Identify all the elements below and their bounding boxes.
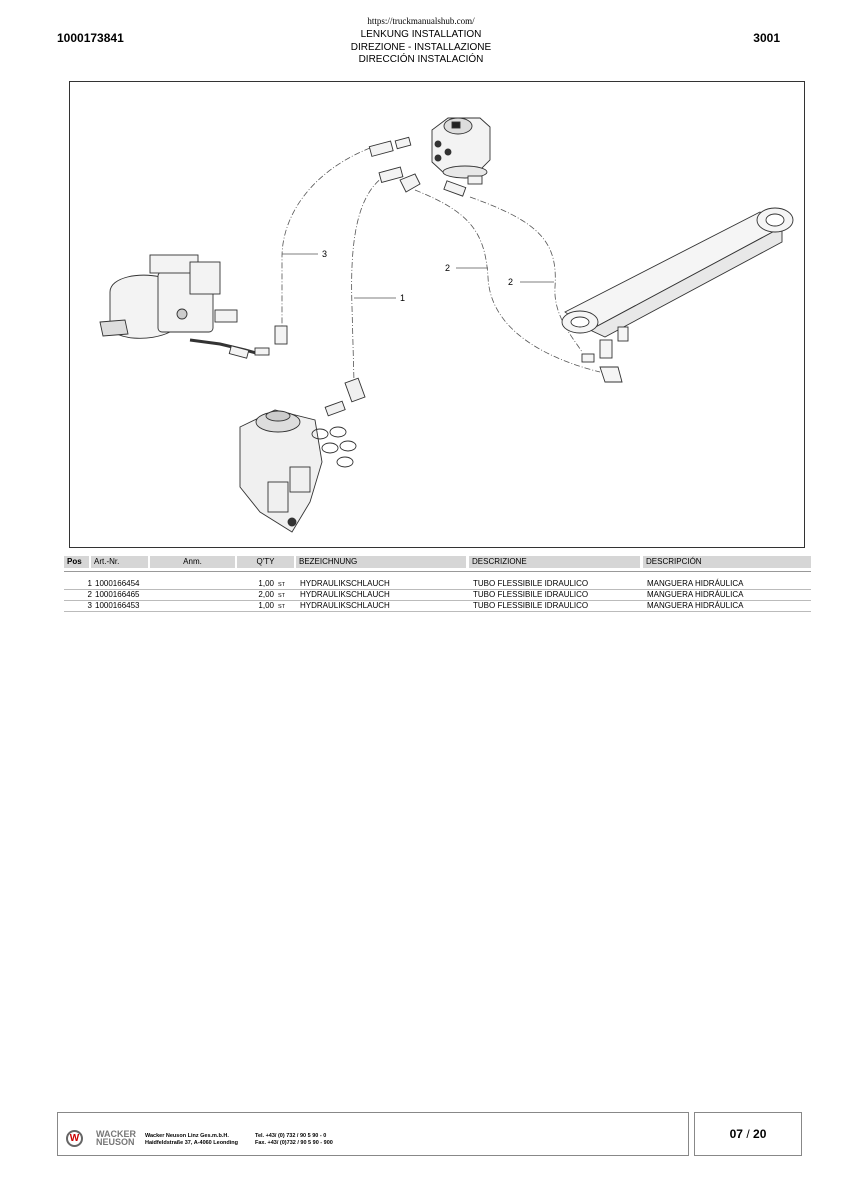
- hydraulic-diagram: [70, 82, 806, 549]
- row-qty: 1,00: [258, 601, 274, 610]
- brand-name: [96, 1130, 136, 1146]
- title-italian: DIREZIONE - INSTALLAZIONE: [350, 41, 492, 53]
- table-row: [64, 579, 811, 590]
- company-contact: [255, 1133, 333, 1147]
- col-anm: Anm.: [150, 556, 235, 568]
- row-descrizione: TUBO FLESSIBILE IDRAULICO: [473, 579, 589, 588]
- page-code: 3001: [753, 31, 780, 45]
- company-tel: Tel. +43/ (0) 732 / 90 5 90 - 0: [255, 1133, 327, 1139]
- company-street: Haidfeldstraße 37, A-4060 Leonding: [145, 1140, 239, 1146]
- row-bezeichnung: HYDRAULIKSCHLAUCH: [300, 579, 390, 588]
- row-descripcion: MANGUERA HIDRÁULICA: [647, 590, 744, 599]
- exploded-view-figure: [69, 81, 805, 548]
- document-number: 1000173841: [57, 31, 124, 45]
- row-art-nr: 1000166453: [95, 601, 140, 610]
- table-row: [64, 601, 811, 612]
- row-descripcion: MANGUERA HIDRÁULICA: [647, 579, 744, 588]
- col-qty: Q'TY: [237, 556, 294, 568]
- valve-block: [240, 378, 365, 532]
- row-qty: 1,00: [258, 579, 274, 588]
- title-spanish: DIRECCIÓN INSTALACIÓN: [358, 54, 484, 65]
- page-current: 07: [729, 1127, 743, 1141]
- row-unit: ST: [278, 582, 286, 588]
- company-name: Wacker Neuson Linz Ges.m.b.H.: [145, 1133, 229, 1139]
- title-block: [0, 29, 842, 67]
- row-bezeichnung: HYDRAULIKSCHLAUCH: [300, 590, 390, 599]
- row-pos: 2: [87, 590, 92, 599]
- table-header-rule: [64, 571, 811, 572]
- row-descripcion: MANGUERA HIDRÁULICA: [647, 601, 744, 610]
- col-descrizione: DESCRIZIONE: [469, 556, 640, 568]
- table-row: [64, 590, 811, 601]
- col-art-nr: Art.-Nr.: [91, 556, 148, 568]
- row-pos: 1: [87, 579, 92, 588]
- footer-company-box: [57, 1112, 689, 1156]
- row-bezeichnung: HYDRAULIKSCHLAUCH: [300, 601, 390, 610]
- steering-unit: [369, 118, 490, 196]
- row-unit: ST: [278, 604, 286, 610]
- callout-2b: 2: [508, 277, 514, 287]
- title-german: LENKUNG INSTALLATION: [360, 29, 482, 40]
- page-separator: /: [746, 1127, 750, 1141]
- callout-2a: 2: [445, 263, 451, 273]
- hydraulic-motor: [100, 255, 287, 358]
- company-fax: Fax. +43/ (0)732 / 90 5 90 - 900: [255, 1140, 333, 1146]
- row-descrizione: TUBO FLESSIBILE IDRAULICO: [473, 601, 589, 610]
- row-qty: 2,00: [258, 590, 274, 599]
- callout-1: 1: [400, 293, 406, 303]
- brand-line-2: NEUSON: [96, 1137, 135, 1147]
- source-url[interactable]: https://truckmanualshub.com/: [367, 16, 475, 26]
- page-number-box: [694, 1112, 802, 1156]
- steering-cylinder: [562, 208, 793, 382]
- parts-table-header: [64, 556, 811, 568]
- callout-3: 3: [322, 249, 328, 259]
- row-art-nr: 1000166465: [95, 590, 140, 599]
- col-pos: Pos: [64, 556, 89, 568]
- row-pos: 3: [87, 601, 92, 610]
- row-art-nr: 1000166454: [95, 579, 140, 588]
- wacker-neuson-logo-icon: W: [66, 1130, 83, 1147]
- company-address: [145, 1133, 238, 1147]
- row-descrizione: TUBO FLESSIBILE IDRAULICO: [473, 590, 589, 599]
- col-bezeichnung: BEZEICHNUNG: [296, 556, 466, 568]
- parts-table-body: [64, 579, 811, 612]
- hose-3-route: [282, 148, 370, 337]
- brand-line-1: WACKER: [96, 1129, 136, 1139]
- row-unit: ST: [278, 593, 286, 599]
- page-total: 20: [753, 1127, 767, 1141]
- col-descripcion: DESCRIPCIÓN: [643, 556, 811, 568]
- hose-1-route: [352, 174, 388, 382]
